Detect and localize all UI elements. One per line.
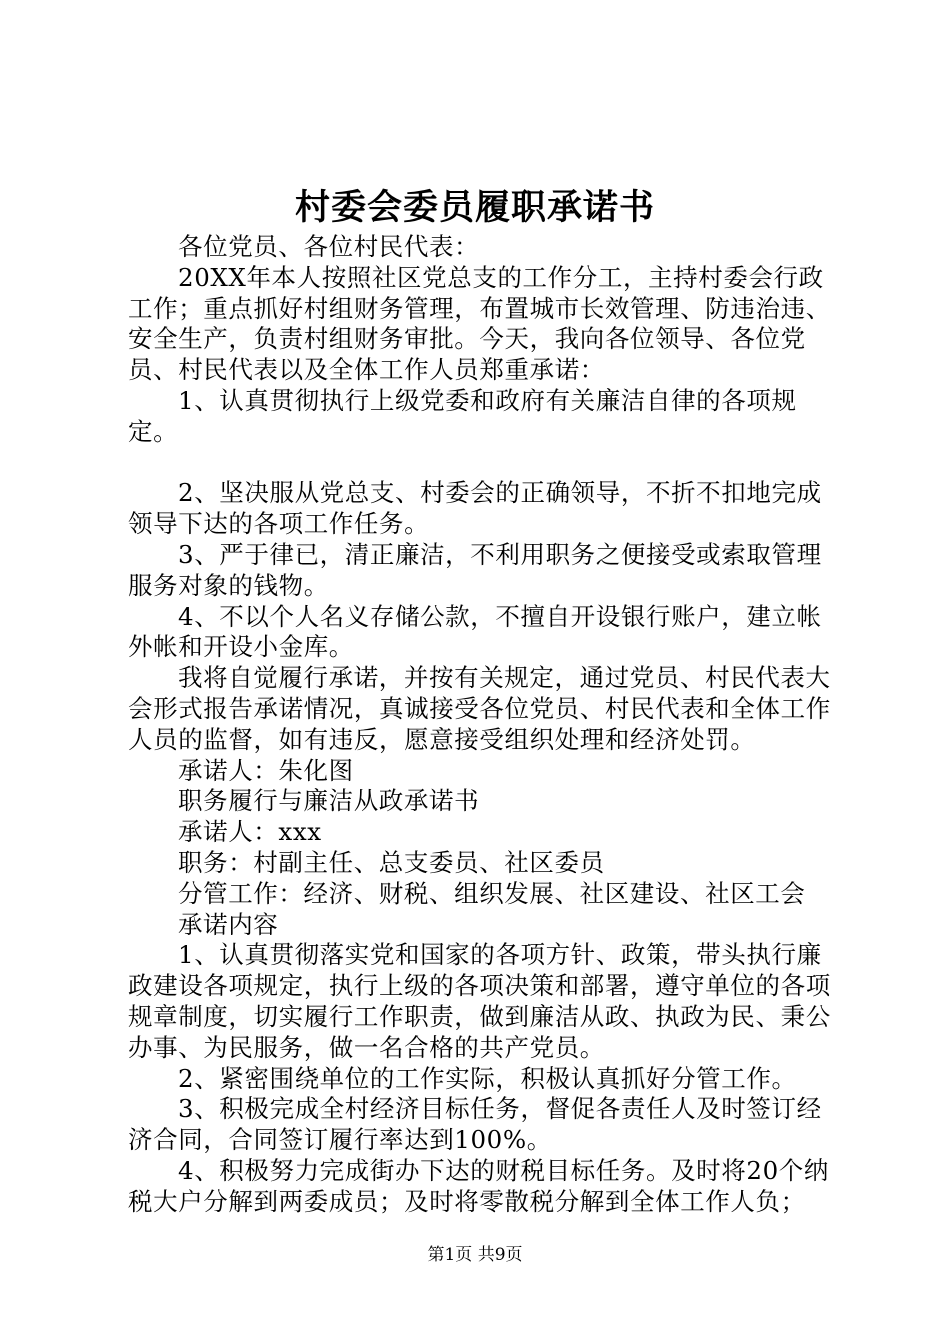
signatory-line: 承诺人：朱化图 xyxy=(178,755,354,785)
content-item-1: 1、认真贯彻落实党和国家的各项方针、政策，带头执行廉政建设各项规定，执行上级的各项决策和部署，遵守单位的各项规章制度，切实履行工作职责，做到廉洁从政、执政为民、秉公办事、为民服务，做一名合格的共产党员。 xyxy=(128,940,831,1062)
blank-line xyxy=(128,448,840,479)
pledge-item-1: 1、认真贯彻执行上级党委和政府有关廉洁自律的各项规定。 xyxy=(128,385,797,446)
signatory-line-2: 承诺人：xxx xyxy=(178,817,322,847)
content-heading: 承诺内容 xyxy=(178,909,279,939)
duties-line: 分管工作：经济、财税、组织发展、社区建设、社区工会 xyxy=(178,878,806,908)
pledge-item-4: 4、不以个人名义存储公款，不擅自开设银行账户，建立帐外帐和开设小金库。 xyxy=(128,601,822,662)
pledge-item-3: 3、严于律已，清正廉洁，不利用职务之便接受或索取管理服务对象的钱物。 xyxy=(128,539,822,600)
pledge-item-2: 2、坚决服从党总支、村委会的正确领导，不折不扣地完成领导下达的各项工作任务。 xyxy=(128,478,822,539)
salutation: 各位党员、各位村民代表： xyxy=(178,232,480,261)
page-number: 第1页 共9页 xyxy=(427,1245,523,1265)
closing-paragraph: 我将自觉履行承诺，并按有关规定，通过党员、村民代表大会形式报告承诺情况，真诚接受各位党员、村民代表和全体工作人员的监督，如有违反，愿意接受组织处理和经济处罚。 xyxy=(128,663,831,754)
content-item-4: 4、积极努力完成街办下达的财税目标任务。及时将20个纳税大户分解到两委成员；及时将零散税分解到全体工作人负； xyxy=(128,1155,829,1216)
document-body xyxy=(128,232,840,1218)
position-line: 职务：村副主任、总支委员、社区委员 xyxy=(178,847,605,877)
document-title: 村委会委员履职承诺书 xyxy=(294,187,655,228)
second-title: 职务履行与廉洁从政承诺书 xyxy=(178,786,480,816)
intro-paragraph: 20XX年本人按照社区党总支的工作分工，主持村委会行政工作；重点抓好村组财务管理，布置城市长效管理、防违治违、安全生产，负责村组财务审批。今天，我向各位领导、各位党员、村民代表以及全体工作人员郑重承诺： xyxy=(128,262,831,385)
content-item-3: 3、积极完成全村经济目标任务，督促各责任人及时签订经济合同，合同签订履行率达到100%。 xyxy=(128,1094,822,1155)
content-item-2: 2、紧密围绕单位的工作实际，积极认真抓好分管工作。 xyxy=(178,1063,797,1093)
